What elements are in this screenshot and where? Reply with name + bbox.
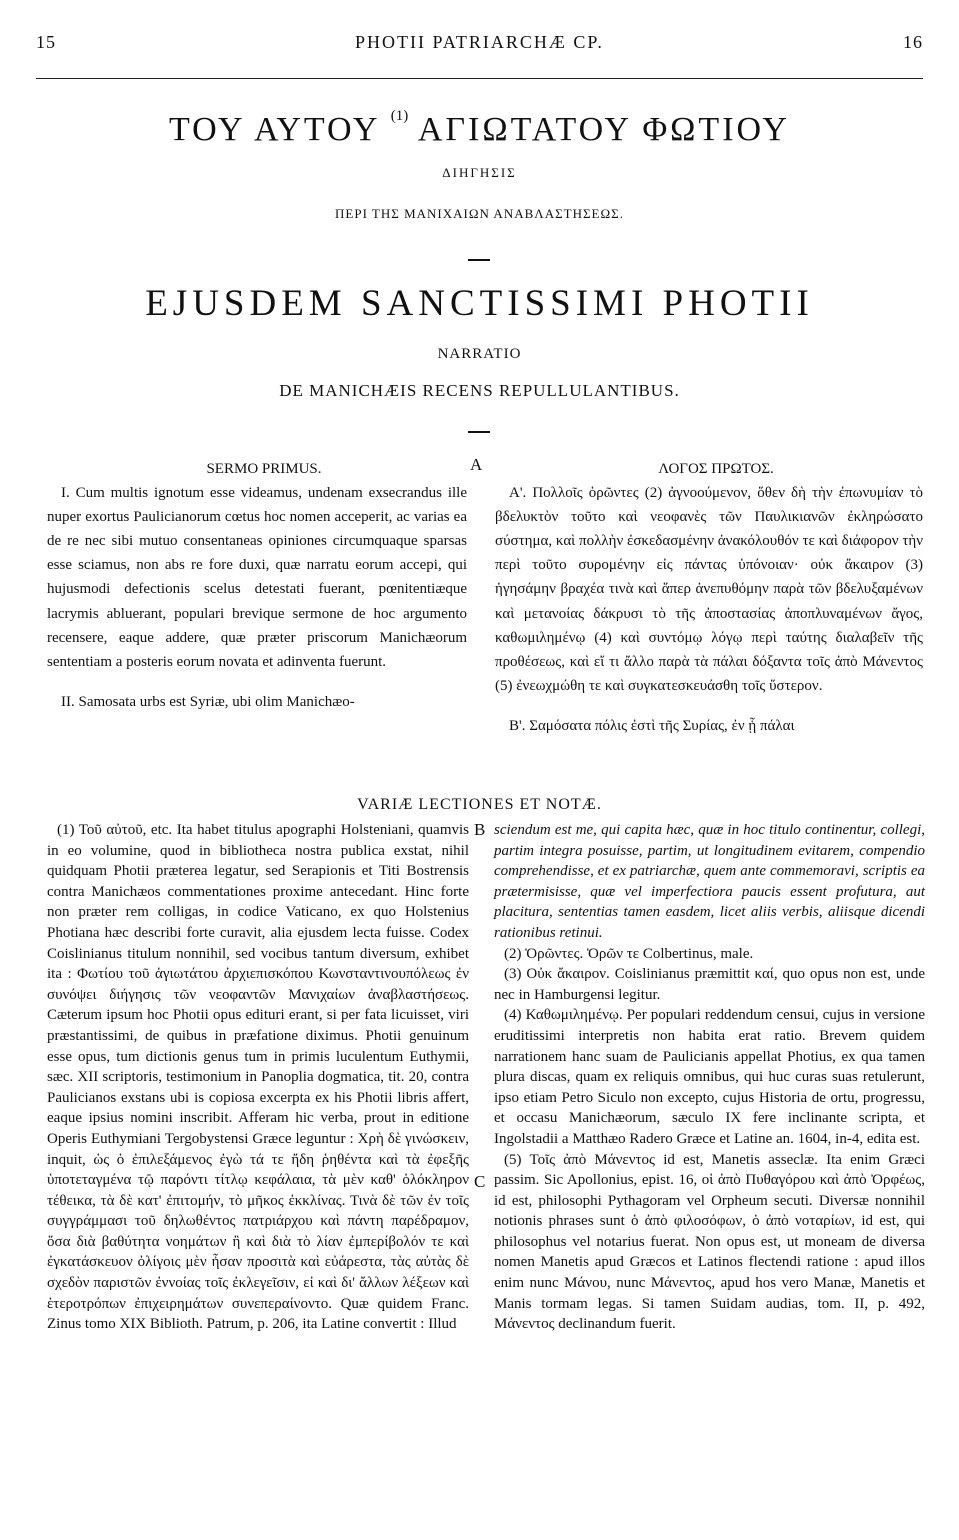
header-rule bbox=[36, 78, 923, 79]
margin-marker-c: C bbox=[474, 1172, 486, 1191]
notes-column-left bbox=[47, 820, 469, 1335]
greek-paragraph-1: Α'. Πολλοῖς ὁρῶντες (2) ἀγνοούμενον, ὅθεν δὴ τὴν ἐπωνυμίαν τὸ βδελυκτὸν τοῦτο καὶ νεοφανὲς τῶν Παυλικιανῶν ἐκληρώσατο σύστημα, καὶ πολλὴν ἐσκεδασμένην ἀνακόλουθόν τε καὶ διάφορον τὴν περὶ τοῦτο συρομένην εἰς πάντας ὑπόνοιαν· οὐκ ἄκαιρον (3) ἡγησάμην βραχέα τινὰ καὶ ἅπερ ἀνεπυθόμην παρὰ τῶν βδελυξαμένων καὶ μετανοίας δάκρυσι τὸ τῆς ἀποστασίας ἀποπλυναμένων ἄγος, καθωμιλημένῳ (4) καὶ συντόμῳ λόγῳ περὶ ταύτης διαλαβεῖν τῆς προθέσεως, καὶ εἴ τι ἄλλο παρὰ τὰ πάλαι δόξαντα τοῖς ἀπὸ Μάνεντος (5) ἐνεωχμώθη τε καὶ συγκατεσκευάσθη τοῖς ὕστερον. bbox=[495, 485, 923, 694]
greek-title-part1: ΤΟΥ ΑΥΤΟΥ bbox=[169, 111, 380, 148]
latin-title: EJUSDEM SANCTISSIMI PHOTII bbox=[145, 283, 814, 324]
note-3: (3) Οὐκ ἄκαιρον. Coislinianus præmittit καί, quo opus non est, unde nec in Hamburgensi legitur. bbox=[494, 966, 925, 1003]
greek-subtitle-2: ΠΕΡΙ ΤΗΣ ΜΑΝΙΧΑΙΩΝ ΑΝΑΒΛΑΣΤΗΣΕΩΣ. bbox=[335, 206, 624, 221]
note-4: (4) Καθωμιλημένῳ. Per populari reddendum censui, cujus in versione eruditissimi interpretis non habita erat ratio. Brevem quidem narrationem hanc suam de Paulicianis appellat Photius, ex qua tamen plura discas, quam ex reliquis omnibus, qui huc curas suas retulerunt, ipso etiam Petro Siculo non excepto, cujus Historia de ortu, progressu, et occasu Manichæorum, sæculo IX fere inclinante scripta, et Ingolstadii a Matthæo Radero Græce et Latine an. 1604, in-4, edita est. bbox=[494, 1007, 925, 1147]
latin-paragraph-1: I. Cum multis ignotum esse videamus, undenam exsecrandus ille nuper exortus Paulicianorum cœtus hoc nomen acceperit, ac varias ea de re nec sibi mutuo consentaneas opiniones circumquaque sparsas esse sciamus, non abs re fore duxi, quæ narratu eorum accepi, qui hujusmodi defectionis scelus detestati fuerant, pœnitentiæque lacrymis abluerant, populari brevique sermone de hoc argumento recensere, eaque addere, quæ præter priscorum Manichæorum sententiam a posteris eorum novata et adinventa fuerunt. bbox=[47, 485, 467, 670]
separator-dash bbox=[468, 259, 490, 261]
greek-subtitle: ΔΙΗΓΗΣΙΣ bbox=[442, 165, 517, 180]
latin-paragraph-2: II. Samosata urbs est Syriæ, ubi olim Manichæo- bbox=[61, 693, 355, 710]
latin-subtitle: NARRATIO bbox=[437, 346, 522, 362]
greek-section-heading: ΛΟΓΟΣ ΠΡΩΤΟΣ. bbox=[658, 461, 774, 477]
note-1: (1) Τοῦ αὐτοῦ, etc. Ita habet titulus apographi Holsteniani, quamvis in eo volumine, quod in bibliotheca nostra publica exstat, nihil quidquam Photii præterea legatur, sed Serapionis et Titi Bostrensis contra Manichæos commentationes proxime antecedant. Hinc forte non præter rem colligas, in codice Vaticano, ex quo Holstenius Photiana hæc describi forte curavit, alia ejusdem lecta fuisse. Codex Coislinianus titulum nonnihil, sed vocibus tantum diversum, exhibet ita : Φωτίου τοῦ ἁγιωτάτου ἀρχιεπισκόπου Κωνσταντινουπόλεως ἐν συνόψει διήγησις τῶν νεοφαντῶν Μανιχαίων ἀναβλαστήσεως. Cæterum ipsum hoc Photii opus edituri erant, si per fata licuisset, viri præstantissimi, de quibus in præfatione diximus. Photii genuinum esse opus, tum dictionis genus tum in primis luculentum Euthymii, sæc. XII scriptoris, testimonium in Panoplia dogmatica, tit. 20, contra Paulicianos exstans ubi is copiosa excerpta ex his Photii libris affert, eaque ipsius nomini inscribit. Afferam hic verba, prout in editione Operis Euthymiani Tergobystensi Græce leguntur : Χρὴ δὲ γινώσκειν, inquit, ὡς ὁ ἐπιλεξάμενος ἐγὼ τά τε ἤδη ῥηθέντα καὶ τὰ ἐφεξῆς ὑποτεταγμένα τῷ παρόντι τίτλῳ κεφάλαια, τὰ μὲν καθ' ὁλόκληρον τέθεικα, τὰ δὲ κατ' ἐπιτομήν, τὸ μῆκος ἐκκλίνας. Τινὰ δὲ τῶν ἐν τοῖς συγγράμμασι τοῦ δηλωθέντος πατριάρχου καὶ πάντη παρέδραμον, ὅσα διὰ βαθύτητα νοημάτων ἢ καὶ διὰ τὸ λίαν ἐμπερίβολόν τε καὶ ἐγκατάσκευον ὀλίγοις μὲν ἦσαν προσιτὰ καὶ εὐάρεστα, τὰς αὐτὰς δὲ σχεδὸν παριστῶν ἐννοίας τοῖς ἐκλεγεῖσιν, εἰ καὶ δι' ἄλλων λέξεων καὶ ἑτεροτρόπων ἐπιχειρημάτων συνεπεραίνοντο. Quæ quidem Franc. Zinus tomo XIX Biblioth. Patrum, p. 206, ita Latine convertit : Illud bbox=[47, 822, 469, 1333]
running-header bbox=[36, 32, 923, 62]
greek-title bbox=[0, 108, 959, 149]
margin-marker-b: B bbox=[474, 820, 486, 839]
margin-marker-a: A bbox=[470, 455, 483, 474]
latin-subtitle-2: DE MANICHÆIS RECENS REPULLULANTIBUS. bbox=[279, 381, 680, 400]
greek-text-column bbox=[495, 457, 923, 738]
latin-section-heading: SERMO PRIMUS. bbox=[206, 461, 322, 477]
greek-paragraph-2: Β'. Σαμόσατα πόλις ἐστὶ τῆς Συρίας, ἐν ᾗ πάλαι bbox=[509, 717, 795, 734]
greek-title-note-ref: (1) bbox=[390, 108, 409, 124]
running-title: PHOTII PATRIARCHÆ CP. bbox=[355, 32, 604, 52]
page-number-right: 16 bbox=[903, 32, 923, 52]
latin-text-column bbox=[47, 457, 467, 714]
page-number-left: 15 bbox=[36, 32, 56, 52]
notes-column-right bbox=[494, 820, 925, 1335]
greek-title-part2: ΑΓΙΩΤΑΤΟΥ ΦΩΤΙΟΥ bbox=[417, 111, 790, 148]
note-5: (5) Τοῖς ἀπὸ Μάνεντος id est, Manetis asseclæ. Ita enim Græci passim. Sic Apollonius, epist. 16, οἱ ἀπὸ Πυθαγόρου καὶ ἀπὸ Ὀρφέως, id est, philosophi Pythagoram vel Orpheum secuti. Diversæ nonnihil notionis phrases sunt ὁ ἀπὸ φιλοσόφων, ὁ ἀπὸ νοταρίων, id est, qui philosophus vel notarius fuerat. Non opus est, ut moneam de diversa nomen Manetis apud Græcos et Latinos flectendi ratione : apud illos enim nunc Μάνου, nunc Μάνεντος, apud hos vero Manæ, Manetis et Manis tormam legas. Si tamen Suidam audias, tom. II, p. 492, Μάνεντος declinandum fuerit. bbox=[494, 1151, 925, 1333]
separator-dash-2 bbox=[468, 431, 490, 433]
note-2: (2) Ὁρῶντες. Ὁρῶν τε Colbertinus, male. bbox=[504, 945, 754, 962]
notes-heading: VARIÆ LECTIONES ET NOTÆ. bbox=[357, 796, 602, 813]
note-1-continuation: sciendum est me, qui capita hæc, quæ in hoc titulo continentur, collegi, partim integra posuisse, partim, ut longitudinem evitarem, compendio comprehendisse, et ex patriarchæ, quem ante commemoravi, scriptis ea prætermisisse, quæ vel imperfectiora paucis essent profutura, aut placitura, sententias tamen easdem, licet aliis verbis, aliisque dicendi rationibus retinui. bbox=[494, 822, 925, 941]
